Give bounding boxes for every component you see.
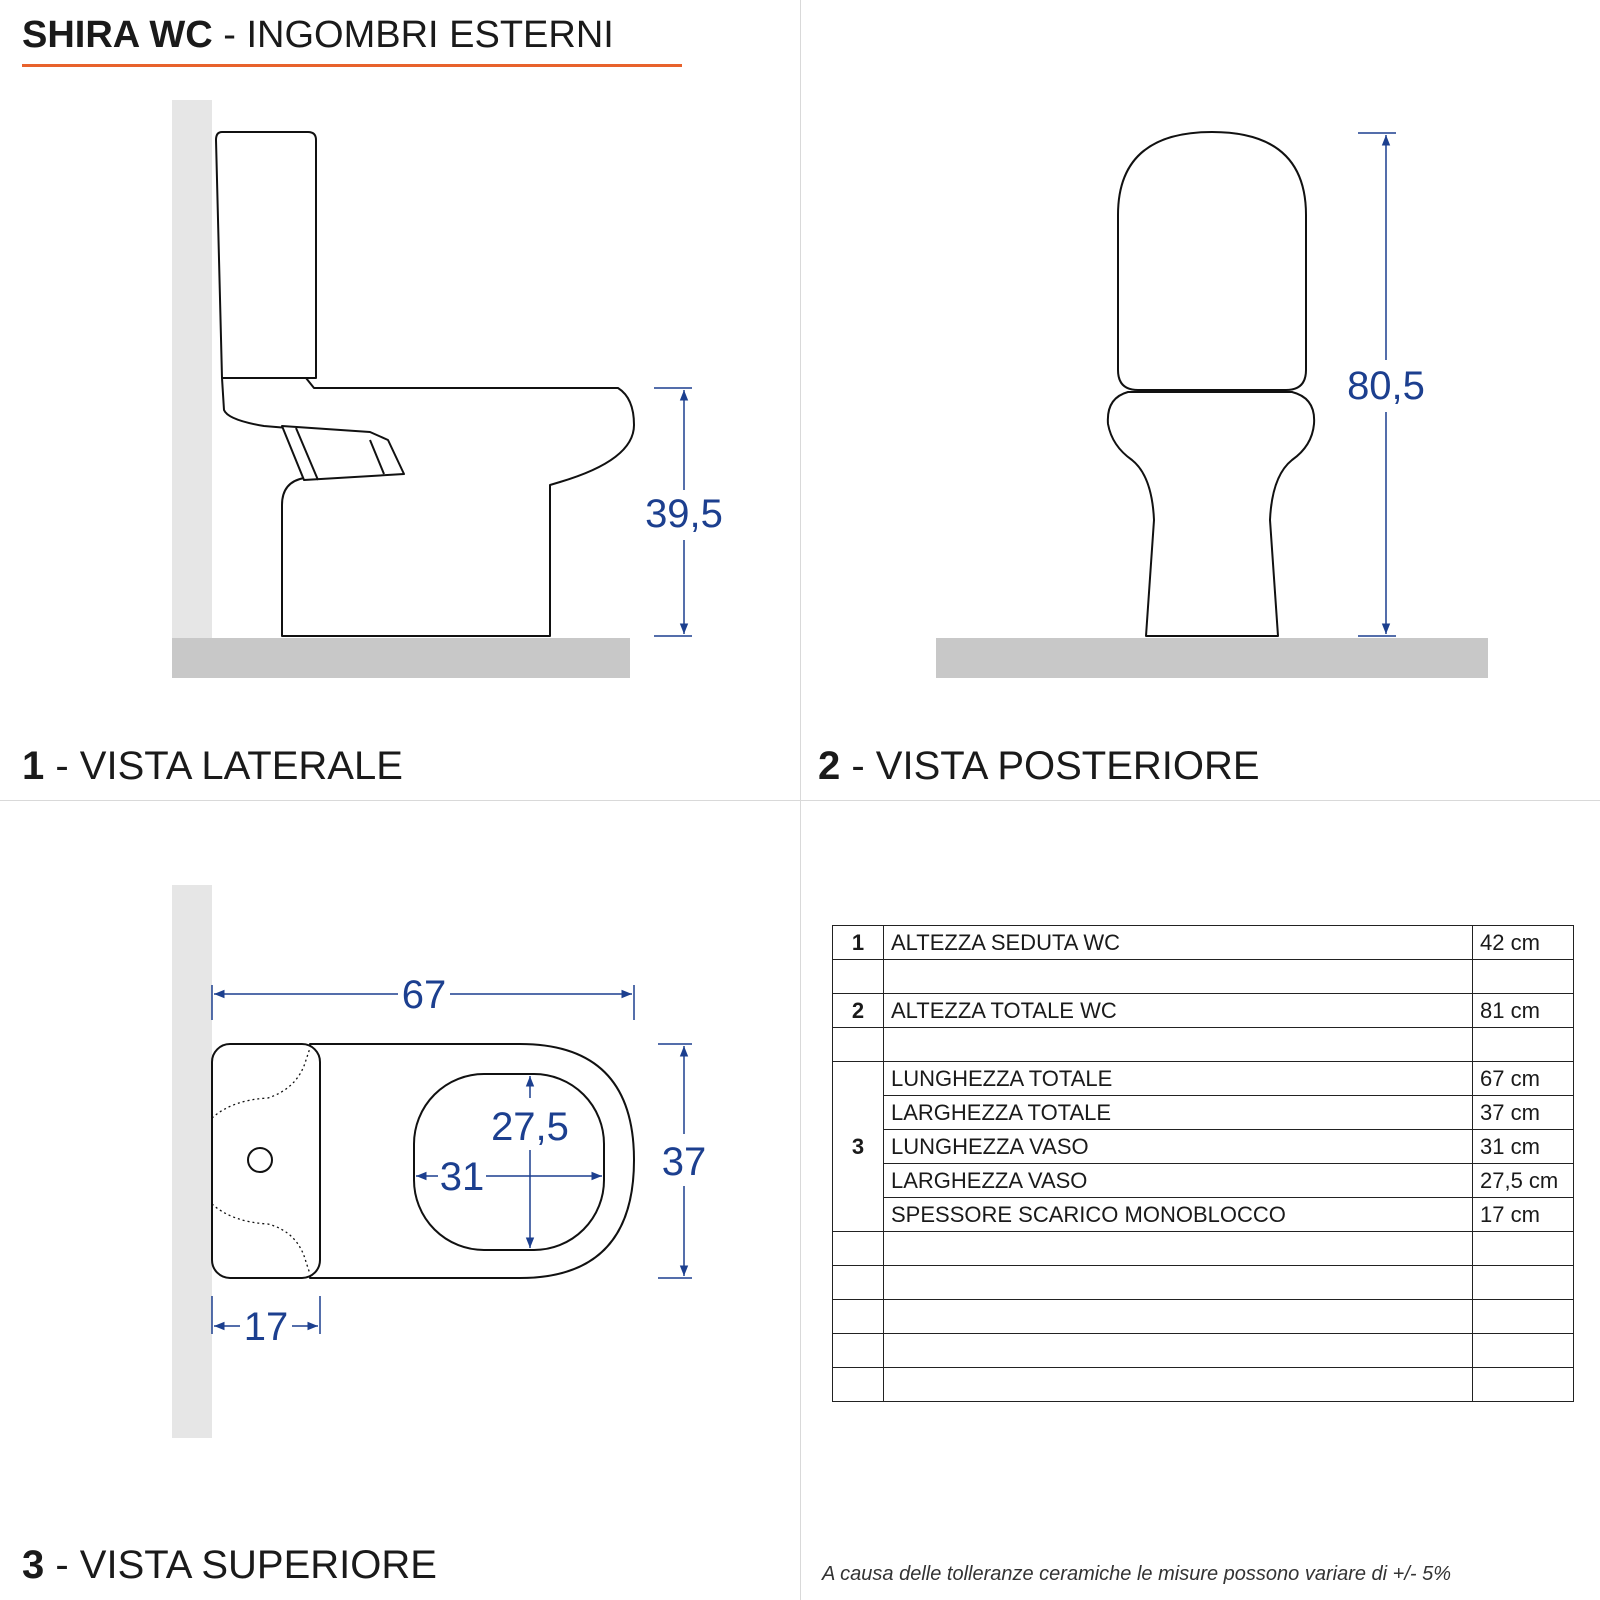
spec-table xyxy=(832,925,1574,1402)
table-row-empty xyxy=(833,1300,1574,1334)
row-number: 1 xyxy=(833,926,884,960)
row-value xyxy=(1473,1334,1574,1368)
row-description: SPESSORE SCARICO MONOBLOCCO xyxy=(884,1198,1473,1232)
row-value xyxy=(1473,1300,1574,1334)
row-description: LARGHEZZA VASO xyxy=(884,1164,1473,1198)
table-row-empty xyxy=(833,1232,1574,1266)
side-wall xyxy=(172,100,212,638)
side-floor xyxy=(172,638,630,678)
row-value: 17 cm xyxy=(1473,1198,1574,1232)
row-description: ALTEZZA TOTALE WC xyxy=(884,994,1473,1028)
view-label-top xyxy=(22,1543,437,1588)
view-number: 3 xyxy=(22,1543,45,1587)
row-number xyxy=(833,1028,884,1062)
table-row xyxy=(833,1096,1574,1130)
top-flush-button xyxy=(248,1148,272,1172)
table-row-empty xyxy=(833,1368,1574,1402)
row-value: 81 cm xyxy=(1473,994,1574,1028)
rear-view xyxy=(936,132,1488,678)
title-subtitle: - INGOMBRI ESTERNI xyxy=(212,14,614,56)
row-value xyxy=(1473,960,1574,994)
table-row xyxy=(833,1062,1574,1096)
rear-floor xyxy=(936,638,1488,678)
table-row xyxy=(833,1028,1574,1062)
row-number xyxy=(833,1266,884,1300)
row-description: ALTEZZA SEDUTA WC xyxy=(884,926,1473,960)
view-name: - VISTA POSTERIORE xyxy=(840,744,1260,788)
total-height-label: 80,5 xyxy=(1347,364,1425,408)
total-length-label: 67 xyxy=(401,973,447,1017)
row-value: 42 cm xyxy=(1473,926,1574,960)
seat-height-label: 39,5 xyxy=(645,492,723,536)
table-row xyxy=(833,1198,1574,1232)
table-row xyxy=(833,960,1574,994)
rear-tank xyxy=(1118,132,1306,390)
row-value xyxy=(1473,1368,1574,1402)
top-view xyxy=(172,885,706,1438)
product-name: SHIRA WC xyxy=(22,14,213,56)
view-number: 1 xyxy=(22,744,45,788)
table-row-empty xyxy=(833,1266,1574,1300)
rear-pedestal xyxy=(1108,392,1314,636)
row-description xyxy=(884,1028,1473,1062)
row-description xyxy=(884,960,1473,994)
row-description xyxy=(884,1300,1473,1334)
row-number xyxy=(833,1232,884,1266)
view-name: - VISTA LATERALE xyxy=(44,744,403,788)
row-description xyxy=(884,1334,1473,1368)
view-label-rear xyxy=(818,744,1260,789)
row-number xyxy=(833,960,884,994)
view-number: 2 xyxy=(818,744,841,788)
side-view xyxy=(172,100,723,678)
bowl-width-label: 27,5 xyxy=(491,1105,569,1149)
row-description xyxy=(884,1266,1473,1300)
row-description xyxy=(884,1232,1473,1266)
total-width-label: 37 xyxy=(661,1140,707,1184)
view-name: - VISTA SUPERIORE xyxy=(44,1543,437,1587)
bowl-length-label: 31 xyxy=(439,1155,485,1199)
row-description: LARGHEZZA TOTALE xyxy=(884,1096,1473,1130)
side-tank xyxy=(216,132,316,378)
row-value xyxy=(1473,1266,1574,1300)
row-value: 27,5 cm xyxy=(1473,1164,1574,1198)
row-number xyxy=(833,1368,884,1402)
top-wall xyxy=(172,885,212,1438)
table-row xyxy=(833,926,1574,960)
row-number: 2 xyxy=(833,994,884,1028)
side-bowl xyxy=(222,378,634,636)
view-label-side xyxy=(22,744,403,789)
row-description xyxy=(884,1368,1473,1402)
row-description: LUNGHEZZA TOTALE xyxy=(884,1062,1473,1096)
tank-depth-label: 17 xyxy=(243,1305,289,1349)
row-value xyxy=(1473,1028,1574,1062)
row-value: 67 cm xyxy=(1473,1062,1574,1096)
table-row xyxy=(833,1164,1574,1198)
tolerance-footnote: A causa delle tolleranze ceramiche le misure possono variare di +/- 5% xyxy=(822,1563,1452,1585)
row-value xyxy=(1473,1232,1574,1266)
table-row-empty xyxy=(833,1334,1574,1368)
table-row xyxy=(833,1130,1574,1164)
table-row xyxy=(833,994,1574,1028)
row-value: 31 cm xyxy=(1473,1130,1574,1164)
row-number xyxy=(833,1334,884,1368)
group-number: 3 xyxy=(833,1062,884,1232)
row-description: LUNGHEZZA VASO xyxy=(884,1130,1473,1164)
row-value: 37 cm xyxy=(1473,1096,1574,1130)
row-number xyxy=(833,1300,884,1334)
